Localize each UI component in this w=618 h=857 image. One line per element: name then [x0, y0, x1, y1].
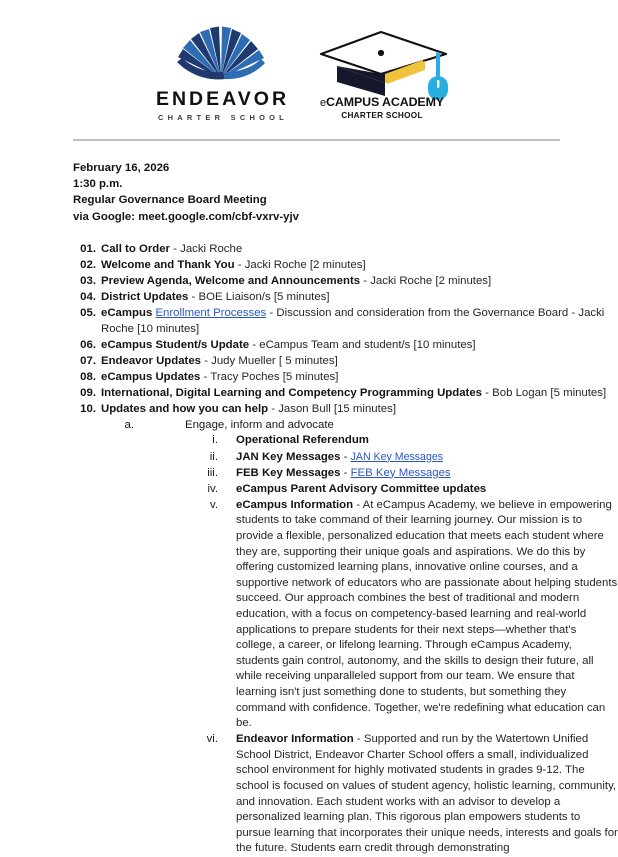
sub-title-vi: Endeavor Information [236, 733, 354, 746]
sub-item-ii [185, 450, 618, 466]
sub-label-a: Engage, inform and advocate [185, 418, 334, 431]
agenda-item-06 [0, 338, 618, 354]
agenda-title: eCampus [101, 307, 156, 320]
agenda-detail: Judy Mueller [ 5 minutes] [211, 354, 338, 367]
sub-marker-a: a. [124, 418, 134, 431]
agenda-dash: - [249, 338, 260, 351]
sub-text-ii [236, 450, 618, 466]
meeting-date: February 16, 2026 [73, 162, 170, 174]
agenda-marker: 05. [80, 307, 96, 320]
sub-text-vi [236, 732, 618, 857]
agenda-item-02 [0, 258, 618, 274]
sub-item-iii [185, 466, 618, 482]
agenda-item-08 [0, 370, 618, 386]
meeting-info [73, 160, 618, 225]
sub-text-iii [236, 466, 618, 482]
sub-list-roman [185, 433, 618, 857]
agenda-marker: 02. [80, 258, 96, 271]
agenda-text [101, 274, 618, 290]
agenda-detail: BOE Liaison/s [5 minutes] [198, 291, 330, 304]
agenda-item-05 [0, 306, 618, 337]
ecampus-wordmark [315, 96, 465, 109]
agenda-detail: Bob Logan [5 minutes] [492, 387, 607, 400]
sub-marker-iv: iv. [207, 482, 218, 495]
agenda-detail: eCampus Team and student/s [10 minutes] [259, 338, 476, 351]
sub-dash-vi: - [353, 733, 364, 746]
agenda-title: Updates and how you can help [101, 403, 269, 416]
sub-item-v [185, 498, 618, 732]
agenda-dash: - [170, 242, 181, 255]
agenda-title: Call to Order [101, 242, 170, 255]
agenda-detail: Jason Bull [15 minutes] [278, 403, 396, 416]
agenda-marker: 01. [80, 242, 96, 255]
agenda-title: Endeavor Updates [101, 354, 202, 367]
ecampus-logo [315, 28, 465, 120]
agenda-text [101, 338, 618, 354]
agenda-title: District Updates [101, 291, 189, 304]
agenda-text [101, 242, 618, 258]
sub-dash-v: - [353, 498, 363, 511]
sub-list-letter [101, 418, 618, 857]
ecampus-information-paragraph: At eCampus Academy, we believe in empowering students to take command of their learning journey. Our mission is to provide a flexible, personalized education that meets each student where they are, supporting their unique goals and aspirations. We do this by offering customized learning plans, innovative online courses, and a supportive network of educators who are passionate about helping students succeed. Our approach combines the best of traditional and modern education, with a focus on competency-based learning and real-world applications to prepare students for their next steps—whether that's college, a career, or lifelong learning. Through eCampus Academy, students gain control, autonomy, and the skills to design their future, all while receiving unparalleled support from our team. We ensure that learning isn't just something done to students, but something they command with confidence. Together, we're redefining what education can be. [236, 498, 618, 730]
sub-marker-i: i. [212, 434, 218, 447]
agenda-item-04 [0, 290, 618, 306]
agenda-item-09 [0, 386, 618, 402]
sub-item-iv [185, 482, 618, 498]
sub-dash-iii: - [340, 466, 351, 479]
agenda-dash: - [188, 291, 199, 304]
document-body [0, 160, 618, 857]
sub-text-i [236, 433, 618, 449]
agenda-title: Preview Agenda, Welcome and Announcements [101, 275, 361, 287]
enrollment-processes-link[interactable]: Enrollment Processes [155, 307, 267, 320]
ecampus-wordmark-main: CAMPUS ACADEMY [326, 95, 444, 109]
agenda-marker: 09. [80, 387, 96, 400]
agenda-title: eCampus Updates [101, 371, 201, 384]
agenda-marker: 08. [80, 371, 96, 384]
meeting-time: 1:30 p.m. [73, 178, 123, 191]
agenda-detail: Jacki Roche [2 minutes] [244, 258, 366, 271]
ecampus-wordmark-wrap [315, 96, 465, 120]
meeting-connection: via Google: meet.google.com/cbf-vxrv-yjv [73, 210, 299, 223]
sub-text-iv [236, 482, 618, 498]
agenda-text [101, 306, 618, 337]
sub-item-vi [185, 732, 618, 857]
graduation-cap-icon [315, 28, 465, 100]
sub-title-iv: eCampus Parent Advisory Committee updates [236, 482, 487, 495]
sub-marker-iii: iii. [207, 466, 218, 479]
agenda-marker: 03. [80, 275, 96, 287]
agenda-detail: Jacki Roche [180, 242, 243, 255]
header-divider [73, 139, 560, 141]
agenda-item-10 [0, 402, 618, 857]
sub-title-i: Operational Referendum [236, 434, 369, 447]
agenda-dash: - [234, 258, 245, 271]
agenda-marker: 06. [80, 338, 96, 351]
agenda-dash: - [266, 307, 277, 320]
agenda-detail: Jacki Roche [2 minutes] [370, 275, 492, 287]
agenda-text [101, 386, 618, 402]
sub-title-iii: FEB Key Messages [236, 466, 341, 479]
sub-text-v [236, 498, 618, 732]
sub-dash-ii: - [340, 450, 351, 463]
agenda-text [101, 402, 618, 418]
agenda-dash: - [200, 371, 211, 384]
agenda-marker: 04. [80, 291, 96, 304]
agenda-item-01 [0, 242, 618, 258]
feb-key-messages-link[interactable]: FEB Key Messages [350, 466, 451, 479]
agenda-dash: - [268, 403, 279, 416]
endeavor-wordmark: ENDEAVOR [155, 88, 290, 111]
sub-item-i [185, 433, 618, 449]
agenda-text [101, 290, 618, 306]
sub-marker-vi: vi. [206, 733, 218, 746]
ecampus-wordmark-lead: e [320, 97, 327, 109]
agenda-dash: - [201, 354, 212, 367]
agenda-dash: - [360, 275, 371, 287]
endeavor-sunburst-icon [161, 26, 281, 88]
sub-marker-v: v. [209, 498, 218, 511]
agenda-title: eCampus Student/s Update [101, 338, 250, 351]
agenda-item-07 [0, 354, 618, 370]
agenda-detail: Discussion and consideration from the Governance Board - Jacki Roche [10 minutes] [101, 307, 605, 335]
agenda-title: International, Digital Learning and Competency Programming Updates [101, 387, 483, 400]
logo-band [0, 18, 618, 130]
endeavor-information-paragraph: Supported and run by the Watertown Unified School District, Endeavor Charter School offers a small, individualized school environment for highly motivated students in grades 9-12. The school is focused on values of student agency, holistic learning, community, and innovation. Each student works with an advisor to develop a personalized learning plan. This rigorous plan empowers students to pursue learning that incorporates their unique needs, interests and goals for the future. Students earn credit through demonstrating [236, 733, 618, 855]
sub-marker-ii: ii. [209, 450, 218, 463]
agenda-marker: 07. [80, 354, 96, 367]
agenda-text [101, 258, 618, 274]
sub-item-a [101, 418, 618, 857]
agenda-detail: Tracy Poches [5 minutes] [210, 371, 339, 384]
agenda-dash: - [482, 387, 493, 400]
agenda-title: Welcome and Thank You [101, 258, 235, 271]
agenda-marker: 10. [80, 403, 96, 416]
agenda-item-03 [0, 274, 618, 290]
endeavor-tagline: CHARTER SCHOOL [158, 112, 288, 122]
agenda-list [0, 242, 618, 857]
agenda-text [101, 370, 618, 386]
jan-key-messages-link[interactable]: JAN Key Messages [350, 450, 444, 463]
meeting-title: Regular Governance Board Meeting [73, 194, 267, 207]
sub-title-v: eCampus Information [236, 498, 354, 511]
agenda-text [101, 354, 618, 370]
endeavor-logo [153, 26, 289, 121]
sub-title-ii: JAN Key Messages [236, 450, 341, 463]
ecampus-tagline: CHARTER SCHOOL [341, 111, 423, 120]
